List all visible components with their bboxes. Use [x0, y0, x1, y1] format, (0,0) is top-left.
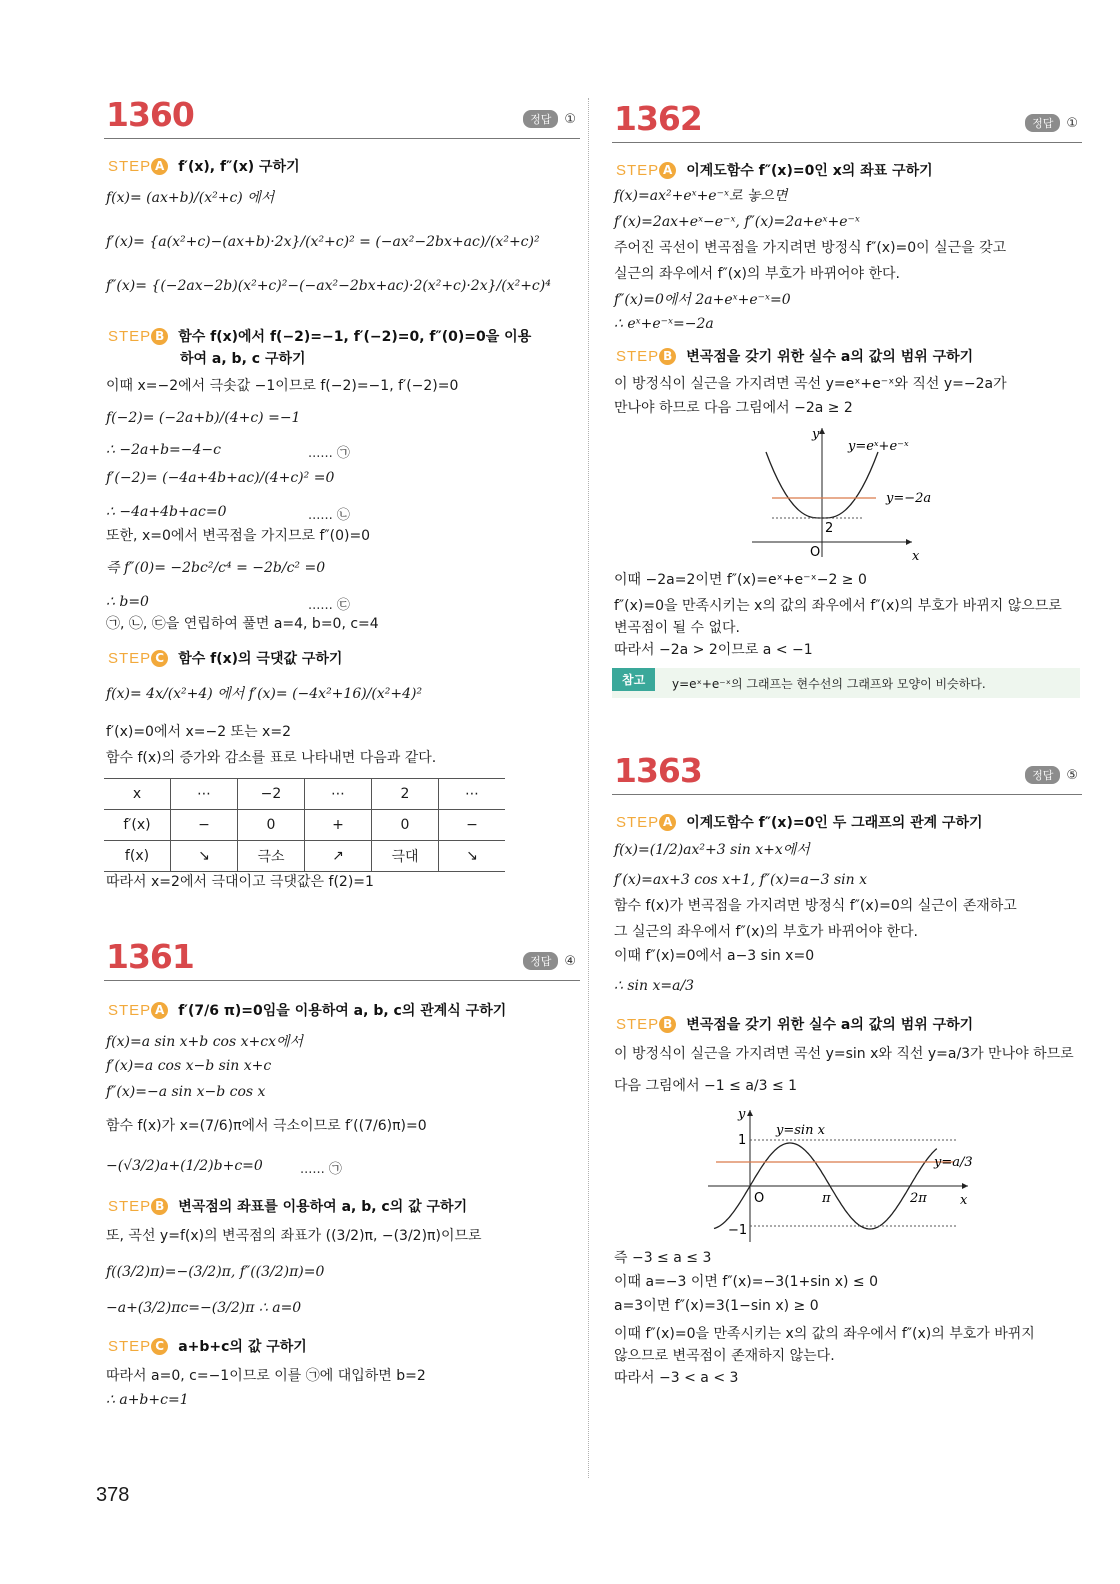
solution-line: f′(x)=2ax+eˣ−e⁻ˣ, f″(x)=2a+eˣ+e⁻ˣ [614, 214, 860, 230]
solution-line: f′(x)=ax+3 cos x+1, f″(x)=a−3 sin x [614, 872, 867, 888]
solution-line: f′(x)= {a(x²+c)−(ax+b)·2x}/(x²+c)² = (−ax²−2bx+ac)/(x²+c)² [106, 234, 540, 250]
equation-mark: ...... ㉡ [308, 508, 350, 523]
one-label: 1 [738, 1133, 747, 1148]
table-cell: f′(x) [104, 810, 171, 841]
solution-line: 만나야 하므로 다음 그림에서 −2a ≥ 2 [614, 400, 853, 416]
table-cell: − [439, 810, 506, 841]
step-title: f′(7/6 π)=0임을 이용하여 a, b, c의 관계식 구하기 [178, 1003, 507, 1019]
solution-line: 따라서 −2a > 2이므로 a < −1 [614, 642, 813, 658]
y-axis-label: y [738, 1107, 746, 1122]
solution-line: 함수 f(x)가 x=(7/6)π에서 극소이므로 f′((7/6)π)=0 [106, 1118, 427, 1134]
equation-mark: ...... ㉢ [308, 598, 350, 613]
x-axis-label: x [960, 1193, 968, 1208]
table-row [104, 841, 505, 872]
solution-line: 이때 −2a=2이면 f″(x)=eˣ+e⁻ˣ−2 ≥ 0 [614, 572, 867, 588]
solution-line: 이 방정식이 실근을 가지려면 곡선 y=eˣ+e⁻ˣ와 직선 y=−2a가 [614, 376, 1007, 392]
table-cell: ↘ [439, 841, 506, 872]
step-b: STEP B 변곡점을 갖기 위한 실수 a의 값의 범위 구하기 [616, 347, 974, 365]
problem-1362 [612, 98, 1082, 691]
x-axis-label: x [912, 549, 920, 562]
problem-number: 1363 [614, 751, 702, 790]
answer-value: ⑤ [1066, 767, 1078, 783]
solution-line: 다음 그림에서 −1 ≤ a/3 ≤ 1 [614, 1078, 798, 1094]
solution-line: f(x)=(1/2)ax²+3 sin x+x에서 [614, 842, 810, 858]
solution-line: a=3이면 f″(x)=3(1−sin x) ≥ 0 [614, 1298, 819, 1314]
problem-1361 [104, 936, 580, 1408]
sine-graph-figure [708, 1104, 998, 1244]
table-cell: 0 [372, 810, 439, 841]
solution-line: 이때 x=−2에서 극솟값 −1이므로 f(−2)=−1, f′(−2)=0 [106, 378, 459, 394]
solution-line: −a+(3/2)πc=−(3/2)π ∴ a=0 [106, 1300, 302, 1316]
minus-one-label: −1 [728, 1223, 748, 1238]
solution-line: f″(x)=−a sin x−b cos x [106, 1084, 266, 1100]
table-cell: ⋯ [305, 779, 372, 810]
solution-line: f((3/2)π)=−(3/2)π, f″((3/2)π)=0 [106, 1264, 325, 1280]
solution-line: −(√3/2)a+(1/2)b+c=0 [106, 1158, 263, 1174]
solution-line: f(−2)= (−2a+b)/(4+c) =−1 [106, 410, 301, 426]
solution-line: 또, 곡선 y=f(x)의 변곡점의 좌표가 ((3/2)π, −(3/2)π)이므로 [106, 1228, 482, 1244]
step-a: STEP A f′(7/6 π)=0임을 이용하여 a, b, c의 관계식 구하기 [108, 1001, 507, 1019]
two-pi-label: 2π [910, 1191, 927, 1206]
note-tag: 참고 [612, 668, 655, 691]
solution-line: f″(x)=0을 만족시키는 x의 값의 좌우에서 f″(x)의 부호가 바뀌지 않으므로 [614, 598, 1062, 614]
answer-label: 정답 [1025, 766, 1060, 784]
pi-label: π [822, 1191, 831, 1206]
step-title: 함수 f(x)의 극댓값 구하기 [178, 651, 343, 667]
answer-value: ① [1066, 115, 1078, 131]
answer-value: ① [564, 111, 576, 127]
answer-box [523, 952, 576, 970]
page-number: 378 [96, 1484, 130, 1506]
step-title: 이계도함수 f″(x)=0인 두 그래프의 관계 구하기 [686, 815, 983, 831]
problem-1363 [612, 750, 1082, 1386]
solution-line: ∴ −4a+4b+ac=0 [106, 504, 227, 520]
table-cell: − [171, 810, 238, 841]
solution-line: 이때 f″(x)=0을 만족시키는 x의 값의 좌우에서 f″(x)의 부호가 바뀌지 [614, 1326, 1035, 1342]
solution-line: 실근의 좌우에서 f″(x)의 부호가 바뀌어야 한다. [614, 266, 900, 282]
step-c: STEP C 함수 f(x)의 극댓값 구하기 [108, 649, 343, 667]
table-cell: ⋯ [171, 779, 238, 810]
increase-decrease-table [104, 778, 505, 872]
step-title: a+b+c의 값 구하기 [178, 1339, 307, 1355]
table-cell: ↗ [305, 841, 372, 872]
y-axis-arrow [747, 1110, 753, 1116]
table-row [104, 779, 505, 810]
table-cell: 극소 [238, 841, 305, 872]
reference-note [612, 668, 1080, 698]
step-c: STEP C a+b+c의 값 구하기 [108, 1337, 307, 1355]
problem-number: 1361 [106, 937, 194, 976]
table-cell: 2 [372, 779, 439, 810]
answer-box [1025, 766, 1078, 784]
solution-line: ∴ a+b+c=1 [106, 1392, 189, 1408]
line-label: y=a/3 [934, 1155, 973, 1170]
solution-line: ∴ b=0 [106, 594, 149, 610]
step-title: 변곡점을 갖기 위한 실수 a의 값의 범위 구하기 [686, 1017, 974, 1033]
table-cell: −2 [238, 779, 305, 810]
solution-line: 않으므로 변곡점이 존재하지 않는다. [614, 1348, 835, 1364]
solution-line: f′(x)=0에서 x=−2 또는 x=2 [106, 724, 291, 740]
answer-box [523, 110, 576, 128]
solution-line: 이 방정식이 실근을 가지려면 곡선 y=sin x와 직선 y=a/3가 만나야 하므로 [614, 1046, 1074, 1062]
curve-label: y=sin x [776, 1123, 825, 1138]
answer-label: 정답 [523, 110, 558, 128]
solution-line: 따라서 x=2에서 극대이고 극댓값은 f(2)=1 [106, 874, 374, 890]
step-title: 변곡점의 좌표를 이용하여 a, b, c의 값 구하기 [178, 1199, 468, 1215]
step-a: STEP A f′(x), f″(x) 구하기 [108, 157, 300, 175]
equation-mark: ...... ㉠ [308, 446, 350, 461]
solution-line: ∴ −2a+b=−4−c [106, 442, 221, 458]
solution-line: f(x)=a sin x+b cos x+cx에서 [106, 1034, 304, 1050]
cosh-graph-figure [752, 422, 972, 562]
answer-label: 정답 [1025, 114, 1060, 132]
x-axis-arrow [906, 539, 912, 545]
note-text: y=eˣ+e⁻ˣ의 그래프는 현수선의 그래프와 모양이 비슷하다. [672, 677, 986, 691]
equation-mark: ...... ㉠ [300, 1162, 342, 1177]
solution-line: 즉 f″(0)= −2bc²/c⁴ = −2b/c² =0 [106, 560, 326, 576]
solution-line: 함수 f(x)의 증가와 감소를 표로 나타내면 다음과 같다. [106, 750, 437, 766]
y-axis-arrow [819, 428, 825, 434]
step-b-title-cont: 하여 a, b, c 구하기 [180, 351, 306, 367]
table-cell: ↘ [171, 841, 238, 872]
solution-line: 변곡점이 될 수 없다. [614, 620, 740, 636]
table-row [104, 810, 505, 841]
step-title: f′(x), f″(x) 구하기 [178, 159, 300, 175]
problem-1360 [104, 94, 580, 890]
step-b: STEP B 함수 f(x)에서 f(−2)=−1, f′(−2)=0, f″(0)=0을 이용 [108, 327, 532, 345]
table-cell: ⋯ [439, 779, 506, 810]
problem-header [104, 936, 580, 981]
solution-line: 그 실근의 좌우에서 f″(x)의 부호가 바뀌어야 한다. [614, 924, 918, 940]
table-cell: + [305, 810, 372, 841]
answer-value: ④ [564, 953, 576, 969]
solution-line: f(x)= (ax+b)/(x²+c) 에서 [106, 190, 275, 206]
solution-line: 이때 a=−3 이면 f″(x)=−3(1+sin x) ≤ 0 [614, 1274, 879, 1290]
solution-line: 이때 f″(x)=0에서 a−3 sin x=0 [614, 948, 815, 964]
problem-header [104, 94, 580, 139]
problem-header [612, 98, 1082, 143]
column-divider [588, 98, 589, 1478]
step-b: STEP B 변곡점을 갖기 위한 실수 a의 값의 범위 구하기 [616, 1015, 974, 1033]
answer-label: 정답 [523, 952, 558, 970]
problem-header [612, 750, 1082, 795]
solution-line: f′(x)=a cos x−b sin x+c [106, 1058, 272, 1074]
origin-label: O [754, 1191, 765, 1206]
solution-line: 즉 −3 ≤ a ≤ 3 [614, 1250, 712, 1266]
line-label: y=−2a [886, 491, 932, 506]
solution-line: 따라서 a=0, c=−1이므로 이를 ㉠에 대입하면 b=2 [106, 1368, 426, 1384]
step-title: 이계도함수 f″(x)=0인 x의 좌표 구하기 [686, 163, 933, 179]
step-b: STEP B 변곡점의 좌표를 이용하여 a, b, c의 값 구하기 [108, 1197, 468, 1215]
step-a: STEP A 이계도함수 f″(x)=0인 x의 좌표 구하기 [616, 161, 933, 179]
min-value-label: 2 [825, 521, 834, 536]
problem-number: 1360 [106, 95, 194, 134]
solution-line: f″(x)=0에서 2a+eˣ+e⁻ˣ=0 [614, 292, 791, 308]
solution-line: ㉠, ㉡, ㉢을 연립하여 풀면 a=4, b=0, c=4 [106, 616, 379, 632]
table-cell: x [104, 779, 171, 810]
solution-line: 또한, x=0에서 변곡점을 가지므로 f″(0)=0 [106, 528, 371, 544]
origin-label: O [810, 545, 821, 560]
x-axis-arrow [962, 1183, 968, 1189]
solution-line: f(x)=ax²+eˣ+e⁻ˣ로 놓으면 [614, 188, 788, 204]
table-cell: 극대 [372, 841, 439, 872]
solution-line: 주어진 곡선이 변곡점을 가지려면 방정식 f″(x)=0이 실근을 갖고 [614, 240, 1007, 256]
solution-line: ∴ sin x=a/3 [614, 978, 695, 994]
problem-number: 1362 [614, 99, 702, 138]
solution-line: f′(−2)= (−4a+4b+ac)/(4+c)² =0 [106, 470, 335, 486]
solution-line: ∴ eˣ+e⁻ˣ=−2a [614, 316, 714, 332]
answer-box [1025, 114, 1078, 132]
table-cell: f(x) [104, 841, 171, 872]
solution-line: 따라서 −3 < a < 3 [614, 1370, 739, 1386]
step-title: 변곡점을 갖기 위한 실수 a의 값의 범위 구하기 [686, 349, 974, 365]
solution-line: f(x)= 4x/(x²+4) 에서 f′(x)= (−4x²+16)/(x²+4)² [106, 686, 423, 702]
solution-line: 함수 f(x)가 변곡점을 가지려면 방정식 f″(x)=0의 실근이 존재하고 [614, 898, 1017, 914]
curve-label: y=eˣ+e⁻ˣ [848, 439, 909, 454]
y-axis-label: y [812, 427, 820, 442]
solution-line: f″(x)= {(−2ax−2b)(x²+c)²−(−ax²−2bx+ac)·2(x²+c)·2x}/(x²+c)⁴ [106, 278, 551, 294]
step-title: 함수 f(x)에서 f(−2)=−1, f′(−2)=0, f″(0)=0을 이용 [178, 329, 532, 345]
table-cell: 0 [238, 810, 305, 841]
step-a: STEP A 이계도함수 f″(x)=0인 두 그래프의 관계 구하기 [616, 813, 983, 831]
